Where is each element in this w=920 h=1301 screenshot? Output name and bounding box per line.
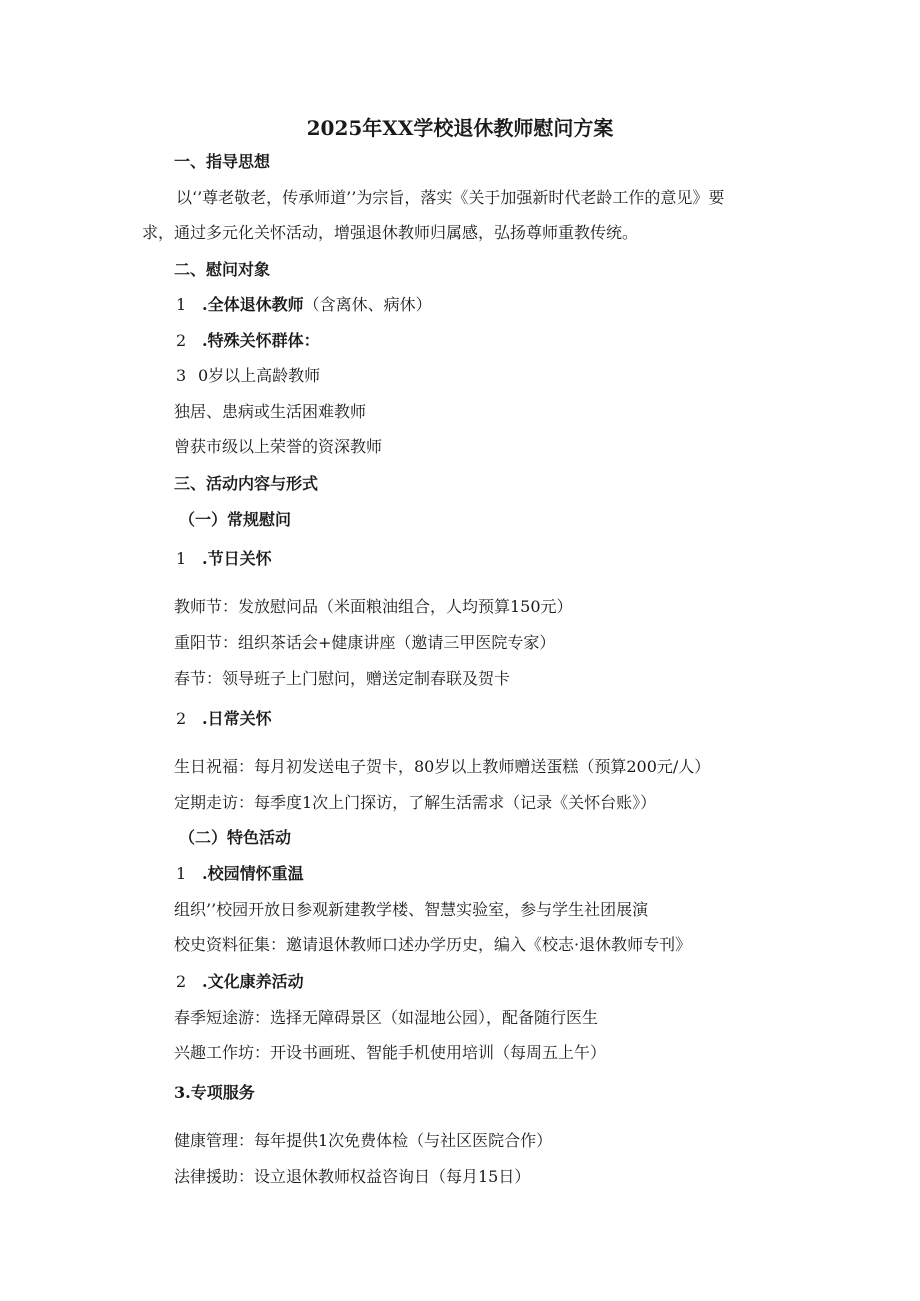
- target-item-1-label: .全体退休教师: [202, 295, 304, 314]
- legal-aid: 法律援助：设立退休教师权益咨询日（每月15日）: [174, 1167, 531, 1186]
- guiding-ideology-paragraph-line-1: 以‘’尊老敬老，传承师道’’为宗旨，落实《关于加强新时代老龄工作的意见》要: [176, 188, 725, 207]
- target-item-4: 独居、患病或生活困难教师: [174, 402, 367, 421]
- health-management: 健康管理：每年提供1次免费体检（与社区医院合作）: [174, 1131, 553, 1150]
- special-item-1: [176, 864, 304, 884]
- guiding-ideology-paragraph-line-2: 求，通过多元化关怀活动，增强退休教师归属感，弘扬尊师重教传统。: [142, 223, 639, 242]
- target-item-1: [176, 295, 432, 315]
- holiday-double-ninth: 重阳节：组织茶话会+健康讲座（邀请三甲医院专家）: [174, 633, 556, 652]
- list-number: 2: [176, 331, 187, 350]
- interest-workshop: 兴趣工作坊：开设书画班、智能手机使用培训（每周五上午）: [174, 1043, 607, 1062]
- target-item-2: [176, 331, 320, 351]
- section-heading-guiding-ideology: 一、指导思想: [174, 152, 271, 171]
- list-number: 1: [176, 295, 187, 314]
- campus-open-day: 组织’’校园开放日参观新建教学楼、智慧实验室，参与学生社团展演: [174, 900, 649, 919]
- daily-visits: 定期走访：每季度1次上门探访，了解生活需求（记录《关怀台账》）: [174, 793, 657, 812]
- holiday-teachers-day: 教师节：发放慰问品（米面粮油组合，人均预算150元）: [174, 597, 573, 616]
- target-item-5: 曾获市级以上荣誉的资深教师: [174, 437, 383, 456]
- target-item-3: [176, 366, 320, 386]
- subsection-special-activities: （二）特色活动: [179, 828, 292, 847]
- list-number: 1: [176, 549, 187, 568]
- target-item-3-text: 0岁以上高龄教师: [198, 366, 321, 385]
- school-history-collection: 校史资料征集：邀请退休教师口述办学历史，编入《校志·退休教师专刊》: [174, 935, 692, 954]
- regular-item-1: [176, 549, 272, 569]
- document-title: 2025年XX学校退休教师慰问方案: [306, 116, 614, 140]
- regular-item-1-label: .节日关怀: [202, 549, 272, 568]
- spring-short-trip: 春季短途游：选择无障碍景区（如湿地公园），配备随行医生: [174, 1008, 599, 1027]
- list-number: 1: [176, 864, 187, 883]
- holiday-spring-festival: 春节：领导班子上门慰问，赠送定制春联及贺卡: [174, 669, 511, 688]
- section-heading-activities: 三、活动内容与形式: [174, 474, 319, 493]
- daily-birthday: 生日祝福：每月初发送电子贺卡，80岁以上教师赠送蛋糕（预算200元/人）: [174, 757, 711, 776]
- special-item-2: [176, 972, 304, 992]
- regular-item-2-label: .日常关怀: [202, 709, 272, 728]
- target-item-2-label: .特殊关怀群体：: [202, 331, 320, 350]
- special-item-2-label: .文化康养活动: [202, 972, 304, 991]
- list-number: 2: [176, 972, 187, 991]
- special-item-1-label: .校园情怀重温: [202, 864, 304, 883]
- target-item-1-note: （含离休、病休）: [303, 295, 432, 314]
- section-heading-targets: 二、慰问对象: [174, 260, 271, 279]
- list-number: 3: [176, 366, 187, 385]
- regular-item-2: [176, 709, 272, 729]
- list-number: 2: [176, 709, 187, 728]
- special-services-heading: 3.专项服务: [174, 1083, 255, 1102]
- subsection-regular-visits: （一）常规慰问: [179, 510, 292, 529]
